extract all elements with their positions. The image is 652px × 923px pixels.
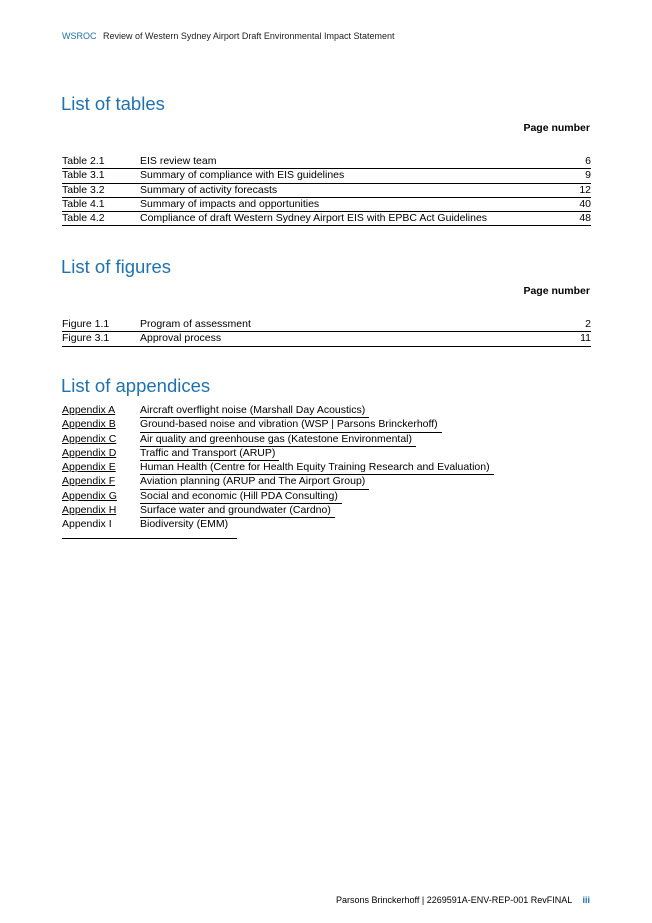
appendix-entry[interactable]	[62, 404, 494, 418]
table-entry[interactable]	[62, 198, 591, 212]
entry-title: Summary of compliance with EIS guidelines	[140, 169, 345, 182]
tables-heading: List of tables	[61, 93, 165, 114]
appendix-entry[interactable]	[62, 461, 494, 475]
entry-page: 48	[579, 212, 591, 225]
appendices-list	[62, 404, 494, 533]
figures-list	[62, 318, 591, 347]
table-entry[interactable]	[62, 169, 591, 183]
figures-heading: List of figures	[61, 256, 172, 277]
table-entry[interactable]	[62, 155, 591, 169]
appendix-link[interactable]: Appendix C	[62, 432, 117, 445]
entry-title: Social and economic (Hill PDA Consulting)	[140, 490, 342, 504]
entry-title: Air quality and greenhouse gas (Katestone Environmental)	[140, 433, 416, 447]
entry-title: Summary of impacts and opportunities	[140, 197, 320, 210]
header-title: Review of Western Sydney Airport Draft Environmental Impact Statement	[103, 31, 395, 41]
entry-title: Human Health (Centre for Health Equity Training Research and Evaluation)	[140, 461, 494, 475]
appendix-link[interactable]: Appendix A	[62, 404, 116, 416]
appendix-entry[interactable]	[62, 433, 494, 447]
entry-title: Aviation planning (ARUP and The Airport Group)	[140, 475, 369, 489]
entry-title: Compliance of draft Western Sydney Airport EIS with EPBC Act Guidelines	[140, 212, 488, 225]
appendix-entry[interactable]	[62, 518, 494, 532]
entry-title: Approval process	[140, 332, 222, 345]
footer-page-number: iii	[582, 895, 590, 905]
appendix-entry[interactable]	[62, 418, 494, 432]
appendix-link[interactable]: Appendix H	[62, 504, 117, 517]
appendix-entry[interactable]	[62, 504, 494, 518]
entry-id: Table 4.2	[62, 212, 105, 225]
header-org: WSROC	[62, 31, 97, 41]
entry-id: Table 3.2	[62, 183, 105, 196]
entry-page: 2	[585, 318, 591, 330]
entry-title: Summary of activity forecasts	[140, 183, 278, 196]
figure-entry[interactable]	[62, 332, 591, 346]
entry-id: Table 4.1	[62, 197, 105, 210]
entry-page: 9	[585, 169, 591, 182]
entry-id: Table 2.1	[62, 155, 105, 167]
figures-page-number-label: Page number	[523, 285, 590, 297]
entry-title: Traffic and Transport (ARUP)	[140, 447, 279, 461]
table-entry[interactable]	[62, 184, 591, 198]
entry-page: 6	[585, 155, 591, 167]
footer-text: Parsons Brinckerhoff | 2269591A-ENV-REP-001 RevFINAL	[336, 895, 572, 905]
entry-page: 11	[580, 332, 591, 345]
page-footer	[336, 895, 590, 905]
entry-id: Figure 3.1	[62, 332, 110, 345]
appendix-entry[interactable]	[62, 447, 494, 461]
appendices-end-rule	[62, 538, 237, 539]
table-entry[interactable]	[62, 212, 591, 226]
appendix-link[interactable]: Appendix E	[62, 461, 116, 474]
entry-title: EIS review team	[140, 155, 217, 167]
entry-title: Surface water and groundwater (Cardno)	[140, 504, 335, 518]
entry-page: 12	[579, 183, 591, 196]
appendices-heading: List of appendices	[61, 375, 211, 396]
appendix-link[interactable]: Appendix F	[62, 475, 116, 488]
entry-title: Biodiversity (EMM)	[140, 518, 229, 531]
figure-entry[interactable]	[62, 318, 591, 332]
appendix-entry[interactable]	[62, 490, 494, 504]
entry-title: Program of assessment	[140, 318, 251, 330]
entry-title: Aircraft overflight noise (Marshall Day Acoustics)	[140, 404, 369, 418]
entry-title: Ground-based noise and vibration (WSP | Parsons Brinckerhoff)	[140, 418, 442, 432]
tables-list	[62, 155, 591, 226]
appendix-link[interactable]: Appendix B	[62, 418, 116, 431]
tables-page-number-label: Page number	[523, 122, 590, 134]
entry-id: Table 3.1	[62, 169, 105, 182]
appendix-id: Appendix I	[62, 518, 112, 531]
appendix-entry[interactable]	[62, 475, 494, 489]
appendix-link[interactable]: Appendix G	[62, 489, 117, 502]
running-header	[62, 31, 394, 41]
entry-id: Figure 1.1	[62, 318, 110, 330]
entry-page: 40	[579, 197, 591, 210]
appendix-link[interactable]: Appendix D	[62, 446, 117, 459]
